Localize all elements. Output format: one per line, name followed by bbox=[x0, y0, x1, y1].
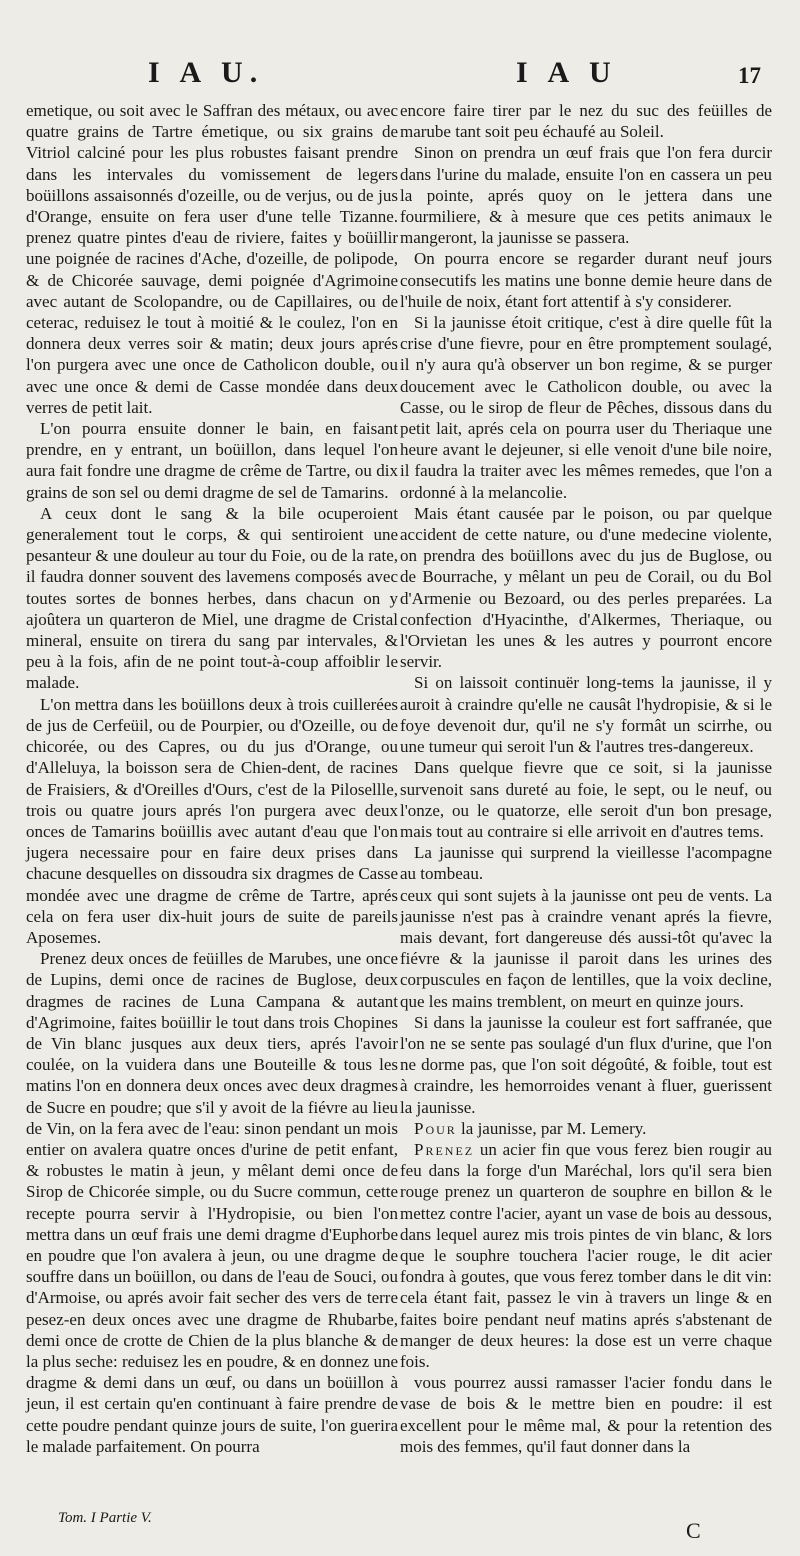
paragraph-lead: Prenez bbox=[414, 1139, 475, 1159]
paragraph: L'on mettra dans les boüillons deux à trois cuillerées de jus de Cerfeüil, ou de Pourpier, ou d'Ozeille, ou de chicorée, ou des Capres, ou du jus d'Orange, ou d'Alleluya, la boisson sera de Chien-dent, de racines de Fraisiers, & d'Oreilles d'Ours, c'est de la Pilosellle, trois ou quatre jours aprés l'on purgera avec deux onces de Tamarins boüillis avec autant d'eau que l'on jugera necessaire pour en faire deux prises dans chacune desquelles on dissoudra six dragmes de Casse mondée avec une dragme de crême de Tartre, aprés cela on fera user dix-huit jours de suite de pareils Aposemes. bbox=[26, 694, 398, 947]
recipe-heading-text: la jaunisse, par M. Lemery. bbox=[456, 1118, 647, 1138]
paragraph: La jaunisse qui surprend la vieillesse l'acompagne au tombeau. bbox=[400, 843, 772, 884]
right-column bbox=[400, 100, 772, 1457]
left-column bbox=[26, 100, 398, 1457]
recipe-heading bbox=[400, 1118, 772, 1139]
paragraph: Prenez deux onces de feüilles de Marubes, une once de Lupins, demi once de racines de Buglose, deux dragmes de racines de Luna Campana & autant d'Agrimoine, faites boüillir le tout dans trois Chopines de Vin blanc jusques aux deux tiers, aprés l'avoir coulée, on la vuidera dans une Bouteille & tous les matins l'on en donnera deux onces avec deux dragmes de Sucre en poudre; que s'il y avoit de la fiévre au lieu de Vin, on la fera avec de l'eau: sinon pendant un mois entier on avalera quatre onces d'urine de petit enfant, & robustes le matin à jeun, y mêlant demi once de Sirop de Chicorée simple, ou du Sucre commun, cette recepte pourra servir à l'Hydropisie, ou bien l'on mettra dans un œuf frais une demi dragme d'Euphorbe en poudre que l'on avalera à jeun, ou une dragme de souffre dans un boüillon, ou dans de l'eau de Souci, ou d'Armoise, ou aprés avoir fait secher des vers de terre pesez-en deux onces avec une dragme de Rhubarbe, demi once de crotte de Chien de la plus blanche & de la plus seche: reduisez les en poudre, & en donnez une dragme & demi dans un œuf, ou dans un boüillon à jeun, il est certain qu'en continuant à faire prendre de cette poudre pendant quinze jours de suite, l'on guerira le malade parfaitement. On pourra bbox=[26, 949, 398, 1456]
running-head-left: I A U. bbox=[148, 56, 265, 89]
paragraph: A ceux dont le sang & la bile ocuperoient generalement tout le corps, & qui sentiroient une pesanteur & une douleur au tour du Foie, ou de la rate, il faudra donner souvent des lavemens composés avec toutes sortes de bonnes herbes, dans chacun on y ajoûtera un quarteron de Miel, une dragme de Cristal mineral, ensuite on tirera du sang par intervales, & peu à la fois, afin de ne point tout-à-coup affoiblir le malade. bbox=[26, 503, 398, 693]
paragraph: Sinon on prendra un œuf frais que l'on fera durcir dans l'urine du malade, ensuite l'on en cassera un peu la pointe, aprés quoy on le jettera dans une fourmiliere, & à mesure que ces petits animaux le mangeront, la jaunisse se passera. bbox=[400, 143, 772, 248]
paragraph: Si dans la jaunisse la couleur est fort saffranée, que l'on ne se sente pas soulagé d'un flux d'urine, que l'on ne dorme pas, que l'on soit dégoûté, & foible, tout est à craindre, les hemorroides venant à fluer, guerissent la jaunisse. bbox=[400, 1012, 772, 1117]
paragraph: Si la jaunisse étoit critique, c'est à dire quelle fût la crise d'une fievre, pour en être promptement soulagé, il n'y aura qu'à observer un bon regime, & se purger doucement avec le Catholicon double, ou avec la Casse, ou le sirop de fleur de Pêches, dissous dans du petit lait, aprés cela on pourra user du Theriaque une heure avant le dejeuner, si elle venoit d'une bile noire, il faudra la traiter avec les mêmes remedes, que l'on a ordonné à la melancolie. bbox=[400, 313, 772, 502]
paragraph: Mais étant causée par le poison, ou par quelque accident de cette nature, ou d'une medecine violente, on prendra des boüillons avec du jus de Buglose, ou de Bourrache, y mêlant un peu de Corail, ou du Bol d'Armenie ou Bezoard, ou des perles preparées. La confection d'Hyacinthe, d'Alkermes, Theriaque, ou l'Orvietan les unes & les autres y pourront encore servir. bbox=[400, 503, 772, 672]
paragraph: encore faire tirer par le nez du suc des feüilles de marube tant soit peu échaufé au Soleil. bbox=[400, 101, 772, 142]
paragraph-text: un acier fin que vous ferez bien rougir au feu dans la forge d'un Maréchal, lors qu'il sera bien rouge prenez un quarteron de souphre en billon & le mettez contre l'acier, ayant un vase de bois au dessous, dans lequel aurez mis trois pintes de vin blanc, & lors que le souphre touchera l'acier rouge, le dit acier fondra à goutes, que vous ferez tomber dans le dit vin: cela étant fait, passez le vin à travers un linge & en faites boire pendant neuf matins aprés s'abstenant de manger de deux heures: la dose est un verre chaque fois. bbox=[400, 1139, 772, 1371]
page-number: 17 bbox=[738, 63, 761, 88]
paragraph: ceux qui sont sujets à la jaunisse ont peu de vents. La jaunisse n'est pas à craindre venant aprés la fievre, mais devant, fort dangereuse dés aussi-tôt qu'avec la fiévre & la jaunisse il paroit dans les urines des corpuscules en façon de lentilles, que la voix decline, que les mains tremblent, on meurt en quinze jours. bbox=[400, 885, 772, 1011]
paragraph bbox=[400, 1139, 772, 1372]
paragraph: emetique, ou soit avec le Saffran des métaux, ou avec quatre grains de Tartre émetique, ou six grains de Vitriol calciné pour les plus robustes faisant prendre dans les intervales du vomissement de legers boüillons assaisonnés d'ozeille, ou de verjus, ou de jus d'Orange, ensuite on fera user d'une telle Tizanne. prenez quatre pintes d'eau de riviere, faites y boüillir une poignée de racines d'Ache, d'ozeille, de polipode, & de Chicorée sauvage, demi poignée d'Agrimoine avec autant de Scolopandre, ou de Capillaires, ou de ceterac, reduisez le tout à moitié & le coulez, l'on en donnera deux verres soir & matin; deux jours aprés l'on purgera avec une once de Catholicon double, ou avec une once & demi de Casse mondée dans deux verres de petit lait. bbox=[26, 101, 398, 417]
recipe-heading-lead: Pour bbox=[414, 1118, 457, 1138]
paragraph: Dans quelque fievre que ce soit, si la jaunisse survenoit sans dureté au foie, le sept, ou le neuf, ou l'onze, ou le quatorze, elle seroit d'un bon presage, mais tout au contraire si elle arrivoit en d'autres tems. bbox=[400, 758, 772, 841]
paragraph: L'on pourra ensuite donner le bain, en faisant prendre, en y entrant, un boüillon, dans lequel l'on aura fait fondre une dragme de crême de Tartre, ou dix grains de son sel ou demi dragme de sel de Tamarins. bbox=[26, 419, 398, 502]
paragraph: Si on laissoit continuër long-tems la jaunisse, il y auroit à craindre qu'elle ne causât l'hydropisie, & si le foye devenoit dur, qu'il ne s'y formât un scirrhe, ou une tumeur qui seroit l'un & l'autres tres-dangereux. bbox=[400, 673, 772, 757]
running-head-right: I A U bbox=[516, 56, 618, 89]
paragraph: On pourra encore se regarder durant neuf jours consecutifs les matins une bonne demie heure dans de l'huile de noix, étant fort attentif à s'y considerer. bbox=[400, 249, 772, 311]
signature-mark: Tom. I Partie V. bbox=[58, 1510, 152, 1526]
catchword: C bbox=[686, 1518, 701, 1543]
paragraph: vous pourrez aussi ramasser l'acier fondu dans le vase de bois & le mettre bien en poudre: il est excellent pour le même mal, & pour la retention des mois des femmes, qu'il faut donner dans la bbox=[400, 1373, 772, 1456]
